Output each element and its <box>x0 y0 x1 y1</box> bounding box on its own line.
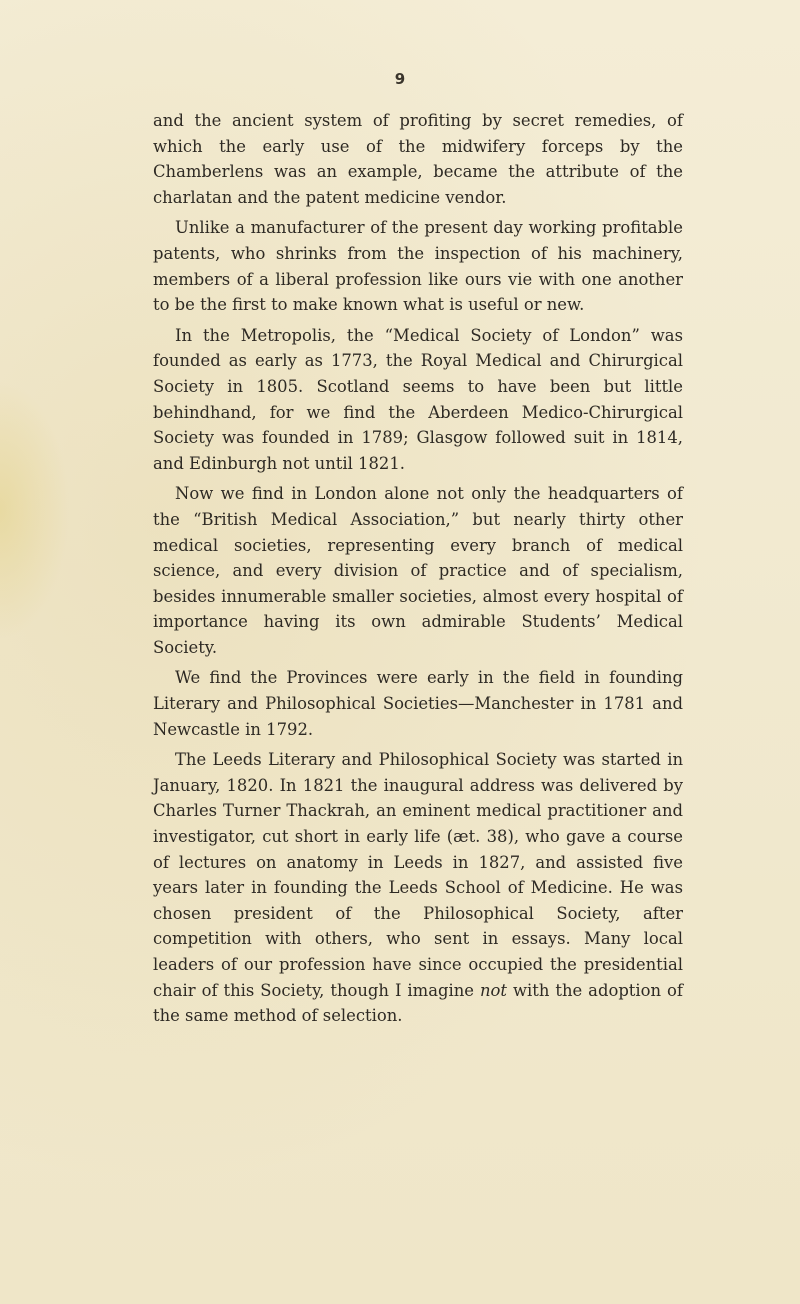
leeds-text-before: The Leeds Literary and Philosophical Society was started in January, 1820. In 1821 the inaugural address was delivered by Charles Turner Thackrah, an eminent medical practitioner and investigator, cut short in early life (æt. 38), who gave a course of lectures on anatomy in Leeds in 1827, and assisted five years later in founding the Leeds School of Medicine. He was chosen president of the Philosophical Society, after competition with others, who sent in essays. Many local leaders of our profession have since occupied the presidential chair of this Society, though I imagine <box>153 750 683 1000</box>
paragraph-metropolis-societies: In the Metropolis, the “Medical Society of London” was founded as early as 1773, the Royal Medical and Chirurgical Society in 1805. Scotland seems to have been but little behindhand, for we find the Aberdeen Medico-Chirurgical Society was founded in 1789; Glasgow followed suit in 1814, and Edinburgh not until 1821. <box>153 325 683 473</box>
page-number: 9 <box>394 70 406 88</box>
paragraph-provinces: We find the Provinces were early in the field in founding Literary and Philosophical Societies—Manchester in 1781 and Newcastle in 1792. <box>153 668 683 739</box>
paragraph-leeds-society <box>153 747 683 1029</box>
paragraph-london-societies: Now we find in London alone not only the headquarters of the “British Medical Association,” but nearly thirty other medical societies, representing every branch of medical science, and every division of practice and of specialism, besides innumerable smaller societies, almost every hospital of importance having its own admirable Students’ Medical Society. <box>153 484 683 657</box>
emphasis-not: not <box>479 980 507 1000</box>
leeds-text-after: with the adoption of the same method of selection. <box>153 980 683 1026</box>
body-text <box>153 108 683 1034</box>
paragraph-secret-remedies: and the ancient system of profiting by secret remedies, of which the early use of the midwifery forceps by the Chamberlens was an example, became the attribute of the charlatan and the patent medicine vendor. <box>153 111 683 207</box>
paper-stain <box>0 380 70 640</box>
paragraph-liberal-profession: Unlike a manufacturer of the present day working profitable patents, who shrinks from the inspection of his machinery, members of a liberal profession like ours vie with one another to be the first to make known what is useful or new. <box>153 218 683 315</box>
